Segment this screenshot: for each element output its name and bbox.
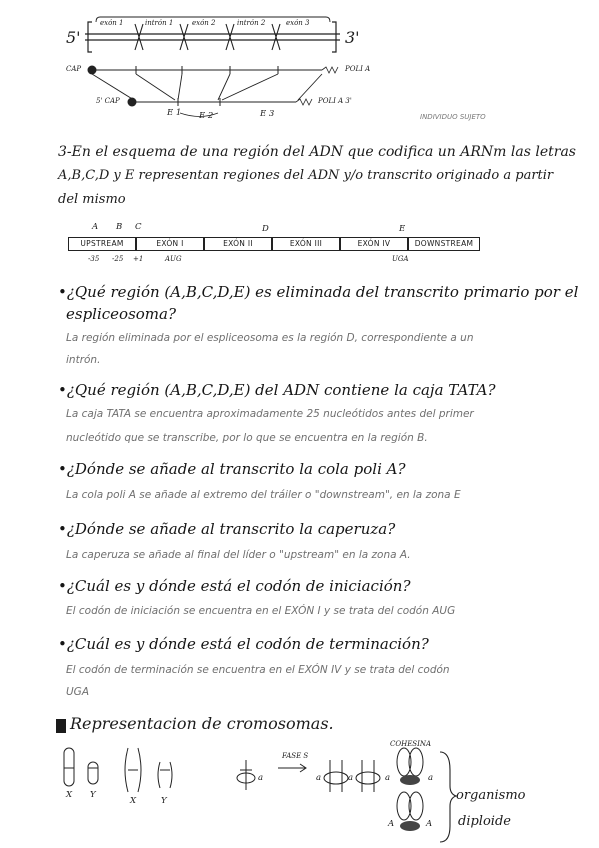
pos-minus35: -35 [88,255,100,263]
allele-a-1: a [258,773,264,783]
segment-exon1: EXÓN I [136,237,204,251]
intron2-label: intrón 2 [237,19,266,27]
poly-a2-label: POLI A 3' [318,97,352,105]
chromosomes-heading: Representacion de cromosomas. [70,714,334,733]
e1-label: E 1 [167,108,182,118]
pos-plus1: +1 [133,255,144,263]
question-5: •¿Cuál es y dónde está el codón de iniciación? [58,577,411,595]
cap-label: CAP [66,65,82,73]
x-label-2: X [130,796,137,806]
answer-1-line2: intrón. [66,354,101,366]
segment-exon3: EXÓN III [272,237,340,251]
intron1-label: intrón 1 [145,19,174,27]
codon-uga: UGA [392,255,409,263]
answer-2-line2: nucleótido que se transcribe, por lo que se encuentra en la región B. [66,432,428,444]
letter-d: D [262,224,269,234]
segment-upstream: UPSTREAM [68,237,136,251]
allele-a-2: a [316,773,322,783]
answer-6-line1: El codón de terminación se encuentra en el EXÓN IV y se trata del codón [66,664,450,676]
answer-4-line1: La caperuza se añade al final del líder o "upstream" en la zona A. [66,549,411,561]
organism-label-2: diploide [458,814,511,829]
e3-label: E 3 [260,109,275,119]
allele-A-2: A [426,819,433,829]
segment-exon4: EXÓN IV [340,237,408,251]
allele-a-5: a [428,773,434,783]
question3-line3: del mismo [58,192,126,207]
question-3: •¿Dónde se añade al transcrito la cola poli A? [58,460,406,478]
question-1-cont: espliceosoma? [66,305,177,323]
three-prime-label: 3' [345,28,360,47]
answer-1-line1: La región eliminada por el espliceosoma es la región D, correspondiente a un [66,332,474,344]
answer-3-line1: La cola poli A se añade al extremo del tráiler o "downstream", en la zona E [66,489,461,501]
question-4: •¿Dónde se añade al transcrito la caperuza? [58,520,396,538]
question3-line1: 3-En el esquema de una región del ADN que codifica un ARNm las letras [58,144,576,160]
question-6: •¿Cuál es y dónde está el codón de terminación? [58,635,429,653]
allele-a-3: a [348,773,354,783]
allele-A-1: A [388,819,395,829]
segment-downstream: DOWNSTREAM [408,237,480,251]
exon2-label: exón 2 [192,19,216,27]
question-2: •¿Qué región (A,B,C,D,E) del ADN contiene la caja TATA? [58,381,496,399]
codon-aug: AUG [165,255,182,263]
y-label-2: Y [161,796,167,806]
five-prime-label: 5' [66,28,81,47]
answer-6-line2: UGA [66,686,90,698]
e2-label: E 2 [199,111,214,121]
question-1: •¿Qué región (A,B,C,D,E) es eliminada del transcrito primario por el [58,283,579,301]
letter-a: A [92,222,99,232]
segment-exon2: EXÓN II [204,237,272,251]
allele-a-4: a [385,773,391,783]
answer-5-line1: El codón de iniciación se encuentra en el EXÓN I y se trata del codón AUG [66,605,456,617]
letter-e: E [399,224,406,234]
poly-a-label: POLI A [345,65,371,73]
pos-minus25: -25 [112,255,124,263]
exon3-label: exón 3 [286,19,310,27]
cap2-label: 5' CAP [96,97,120,105]
phase-s-label: FASE S [282,752,309,760]
letter-b: B [116,222,123,232]
exon1-label: exón 1 [100,19,124,27]
y-label-1: Y [90,790,96,800]
letter-c: C [135,222,142,232]
organism-label-1: organismo [456,788,526,803]
cohesin-label: COHESINA [390,740,432,748]
x-label-1: X [66,790,73,800]
author-label: INDIVIDUO SUJETO [420,113,486,121]
question3-line2: A,B,C,D y E representan regiones del ADN y/o transcrito originado a partir [58,168,554,183]
answer-2-line1: La caja TATA se encuentra aproximadamente 25 nucleótidos antes del primer [66,408,474,420]
